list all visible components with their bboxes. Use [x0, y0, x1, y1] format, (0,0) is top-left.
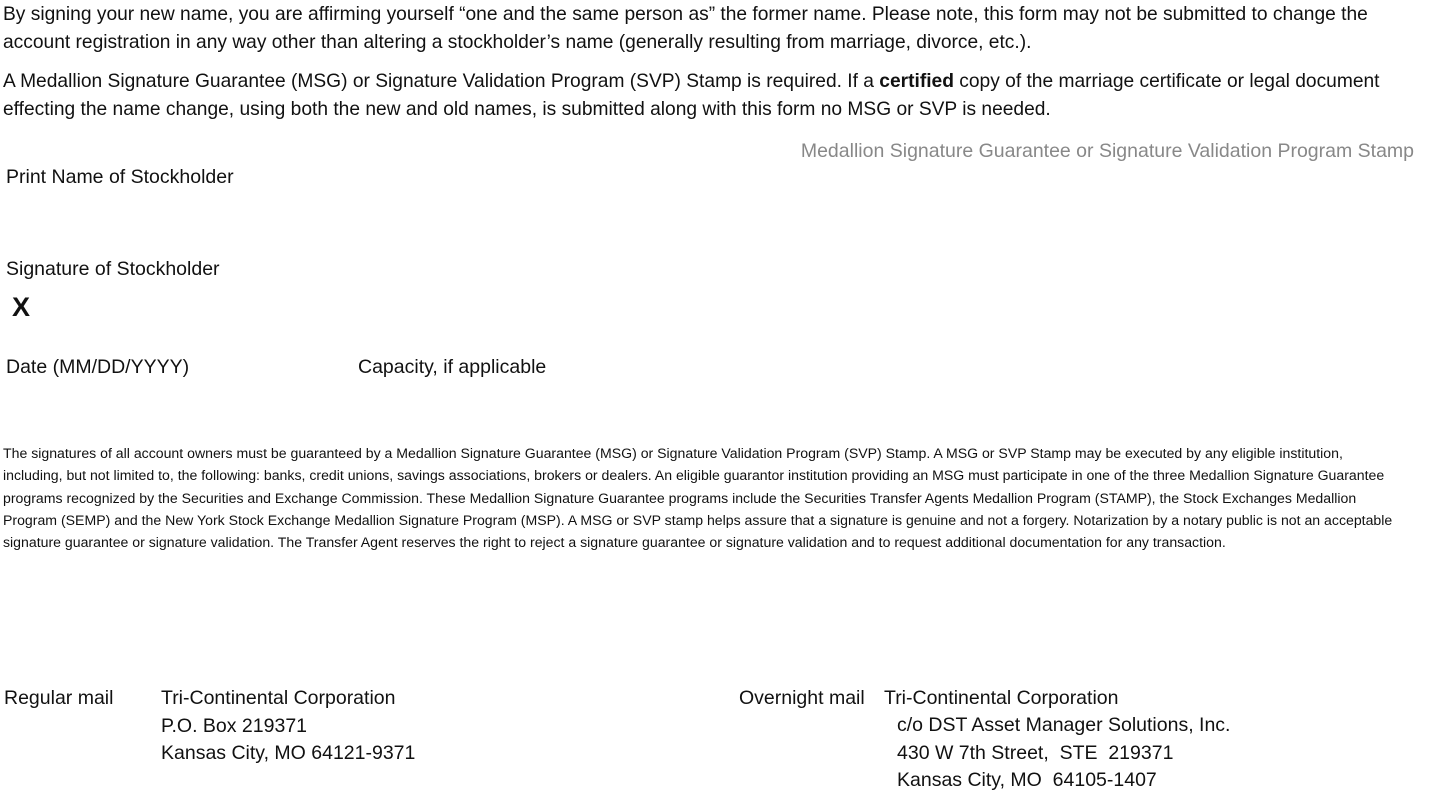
regular-address-line: P.O. Box 219371	[161, 714, 308, 737]
intro-text-after-bold: copy of the marriage certificate or legal document effecting the name change, using both the new and old names, is submitted along with this form no MSG or SVP is needed.	[3, 71, 1380, 120]
overnight-mail-label: Overnight mail	[739, 687, 865, 709]
overnight-address-line: Kansas City, MO 64105-1407	[897, 769, 1157, 791]
regular-address-line: Kansas City, MO 64121-9371	[161, 742, 416, 764]
overnight-mail-address	[897, 712, 1230, 795]
intro-text-before-bold: A Medallion Signature Guarantee (MSG) or Signature Validation Program (SVP) Stamp is required. If a	[3, 71, 880, 92]
overnight-address-line: 430 W 7th Street, STE 219371	[897, 741, 1174, 764]
regular-address-line: Tri-Continental Corporation	[161, 687, 396, 709]
regular-mail-label: Regular mail	[4, 687, 114, 709]
print-name-label: Print Name of Stockholder	[6, 166, 234, 188]
intro-paragraph-affirmation: By signing your new name, you are affirming yourself “one and the same person as” the former name. Please note, this form may not be submitted to change the account registration in any way other than altering a stockholder’s name (generally resulting from marriage, divorce, etc.).	[3, 4, 1368, 53]
capacity-label: Capacity, if applicable	[358, 356, 547, 378]
signature-label: Signature of Stockholder	[6, 258, 220, 280]
date-label: Date (MM/DD/YYYY)	[6, 356, 190, 378]
overnight-address-line: Tri-Continental Corporation	[884, 687, 1119, 709]
signature-guarantee-fine-print: The signatures of all account owners must be guaranteed by a Medallion Signature Guarantee (MSG) or Signature Validation Program (SVP) Stamp. A MSG or SVP Stamp may be executed by any eligible institution, including, but not limited to, the following: banks, credit unions, savings associations, brokers or dealers. An eligible guarantor institution providing an MSG must participate in one of the three Medallion Signature Guarantee programs recognized by the Securities and Exchange Commission. These Medallion Signature Guarantee programs include the Securities Transfer Agents Medallion Program (STAMP), the Stock Exchanges Medallion Program (SEMP) and the New York Stock Exchange Medallion Signature Program (MSP). A MSG or SVP stamp helps assure that a signature is genuine and not a forgery. Notarization by a notary public is not an acceptable signature guarantee or signature validation. The Transfer Agent reserves the right to reject a signature guarantee or signature validation and to request additional documentation for any transaction.	[3, 445, 1393, 551]
regular-mail-address	[161, 685, 415, 768]
signature-x-mark: X	[12, 292, 31, 322]
intro-paragraph-msg-requirement	[3, 68, 1433, 123]
stamp-area-label: Medallion Signature Guarantee or Signature Validation Program Stamp	[800, 140, 1414, 162]
overnight-address-line: c/o DST Asset Manager Solutions, Inc.	[897, 714, 1231, 736]
intro-certified-bold: certified	[879, 71, 954, 92]
